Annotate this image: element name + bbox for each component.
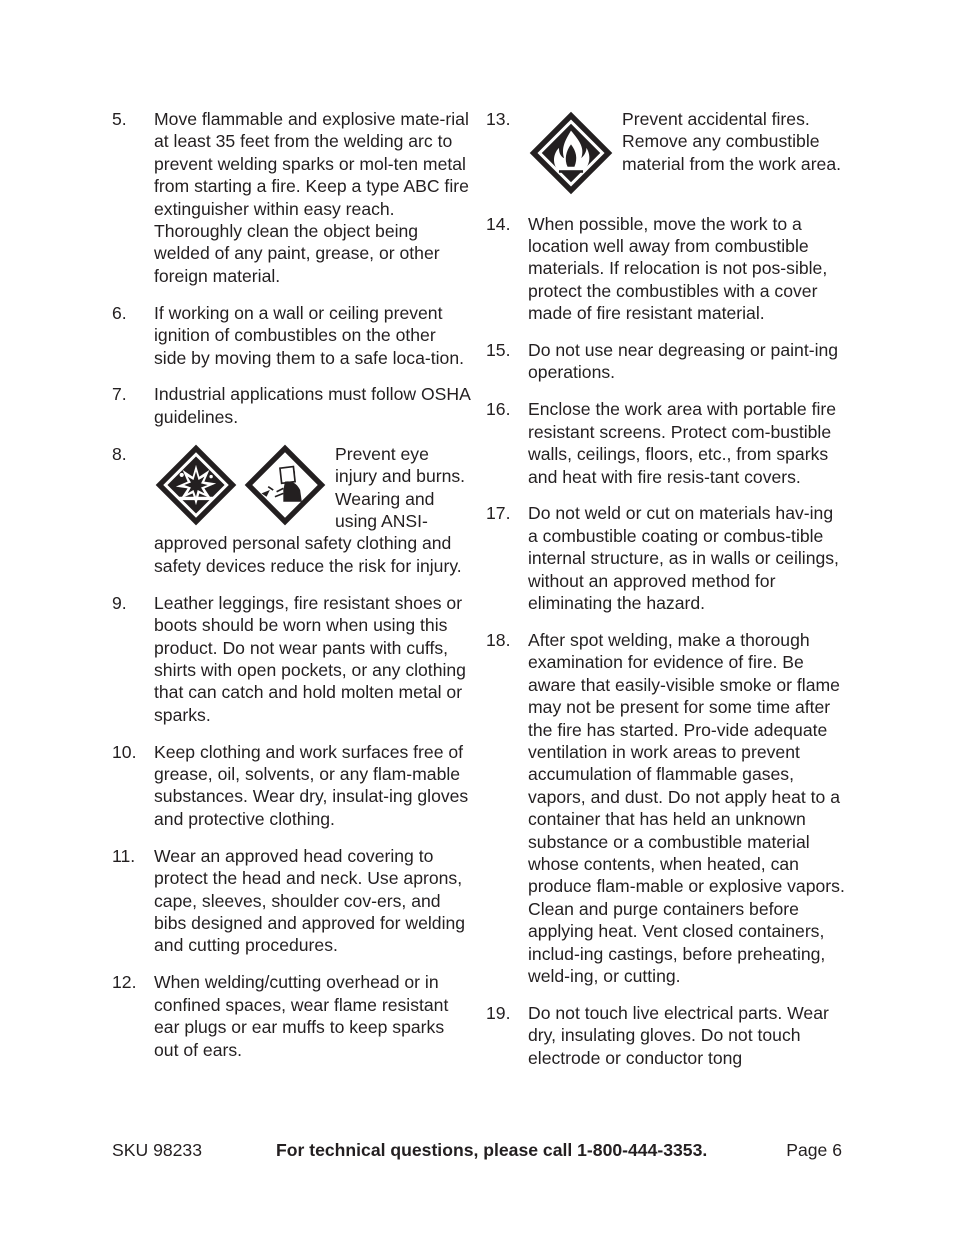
item-number: 17. — [486, 503, 511, 524]
item-text: When welding/cutting overhead or in confined spaces, wear flame resistant ear plugs or ear muffs to keep sparks out of ears. — [154, 972, 449, 1060]
item-text: After spot welding, make a thorough examination for evidence of fire. Be aware that easily-visible smoke or flame may not be present for some time after the fire has started. Pro-vide adequate ventilation in work areas to prevent accumulation of flammable gases, vapors, and dust. Do not apply heat to a container that has held an unknown substance or a combustible material whose contents, when heated, can produce flam-mable or explosive vapors. Clean and purge containers before applying heat. Vent closed containers, includ-ing castings, before preheating, weld-ing, or cutting. — [528, 630, 845, 987]
item-text: Do not touch live electrical parts. Wear dry, insulating gloves. Do not touch electrode or conductor tong — [528, 1003, 829, 1068]
item-text: Leather leggings, fire resistant shoes or boots should be worn when using this product. Do not wear pants with cuffs, shirts with open pockets, or any clothing that can catch and hold molten metal or sparks. — [154, 592, 466, 725]
list-item-10 — [112, 741, 472, 831]
item-number: 15. — [486, 340, 511, 361]
item-number: 18. — [486, 630, 511, 650]
list-item-13 — [486, 108, 846, 198]
item-number: 12. — [112, 972, 137, 993]
list-item-15 — [486, 339, 846, 384]
list-item-8 — [112, 443, 472, 577]
fire-hazard-icon — [528, 110, 614, 196]
safety-icons — [154, 443, 327, 527]
item-text: When possible, move the work to a location well away from combustible materials. If relocation is not pos-sible, protect the combustibles with a cover made of fire resistant material. — [528, 213, 828, 324]
left-column — [112, 108, 472, 1075]
item-number: 8. — [112, 443, 127, 464]
list-item-18 — [486, 629, 846, 988]
item-number: 14. — [486, 213, 511, 234]
list-item-5 — [112, 108, 472, 287]
item-number: 11. — [112, 845, 136, 866]
list-item-17 — [486, 502, 846, 614]
list-item-11 — [112, 845, 472, 957]
list-item-7 — [112, 383, 472, 428]
item-number: 13. — [486, 109, 511, 129]
item-number: 16. — [486, 399, 511, 420]
item-text: Enclose the work area with portable fire resistant screens. Protect com-bustible walls, ceilings, floors, etc., from sparks and heat with fire resis-tant covers. — [528, 399, 837, 487]
list-item-6 — [112, 302, 472, 369]
item-text: Move flammable and explosive mate-rial at least 35 feet from the welding arc to prevent welding sparks or mol-ten metal from starting a fire. Keep a type ABC fire extinguisher within easy reach. Thoroughly clean the object being welded of any paint, grease, or other foreign material. — [154, 109, 469, 286]
item-text: Keep clothing and work surfaces free of grease, oil, solvents, or any flam-mable substances. Wear dry, insulat-ing gloves and protective clothing. — [154, 741, 469, 829]
item-text: Do not use near degreasing or paint-ing operations. — [528, 340, 839, 383]
list-item-9 — [112, 592, 472, 726]
list-item-16 — [486, 398, 846, 488]
list-item-12 — [112, 971, 472, 1061]
item-text: Do not weld or cut on materials hav-ing a combustible coating or combus-tible internal structure, as in walls or ceilings, without an approved method for eliminating the hazard. — [528, 503, 839, 614]
page-footer — [112, 1140, 842, 1164]
item-text: If working on a wall or ceiling prevent ignition of combustibles on the other side by moving them to a safe loca-tion. — [154, 302, 465, 368]
item-number: 10. — [112, 741, 137, 762]
list-item-19 — [486, 1002, 846, 1069]
item-number: 7. — [112, 384, 127, 405]
sku-label: SKU 98233 — [112, 1140, 202, 1160]
item-text: Industrial applications must follow OSHA guidelines. — [154, 384, 470, 427]
item-text: Wear an approved head covering to protect the head and neck. Use aprons, cape, sleeves, shoulder cov-ers, and bibs designed and approved for welding and cutting procedures. — [154, 845, 466, 956]
item-number: 19. — [486, 1003, 511, 1023]
explosion-hazard-icon — [154, 443, 238, 527]
item-number: 9. — [112, 592, 127, 613]
right-column — [486, 108, 846, 1084]
technical-questions-phone: For technical questions, please call 1-800-444-3353. — [276, 1140, 708, 1160]
eye-protection-icon — [243, 443, 327, 527]
item-text: Prevent eye injury and burns. Wearing and using ANSI-approved personal safety clothing and safety devices reduce the risk for injury. — [154, 443, 466, 576]
list-item-14 — [486, 213, 846, 325]
item-number: 6. — [112, 302, 127, 323]
item-number: 5. — [112, 109, 127, 129]
item-text: Prevent accidental fires. Remove any combustible material from the work area. — [622, 109, 842, 174]
page-number: Page 6 — [786, 1140, 842, 1160]
